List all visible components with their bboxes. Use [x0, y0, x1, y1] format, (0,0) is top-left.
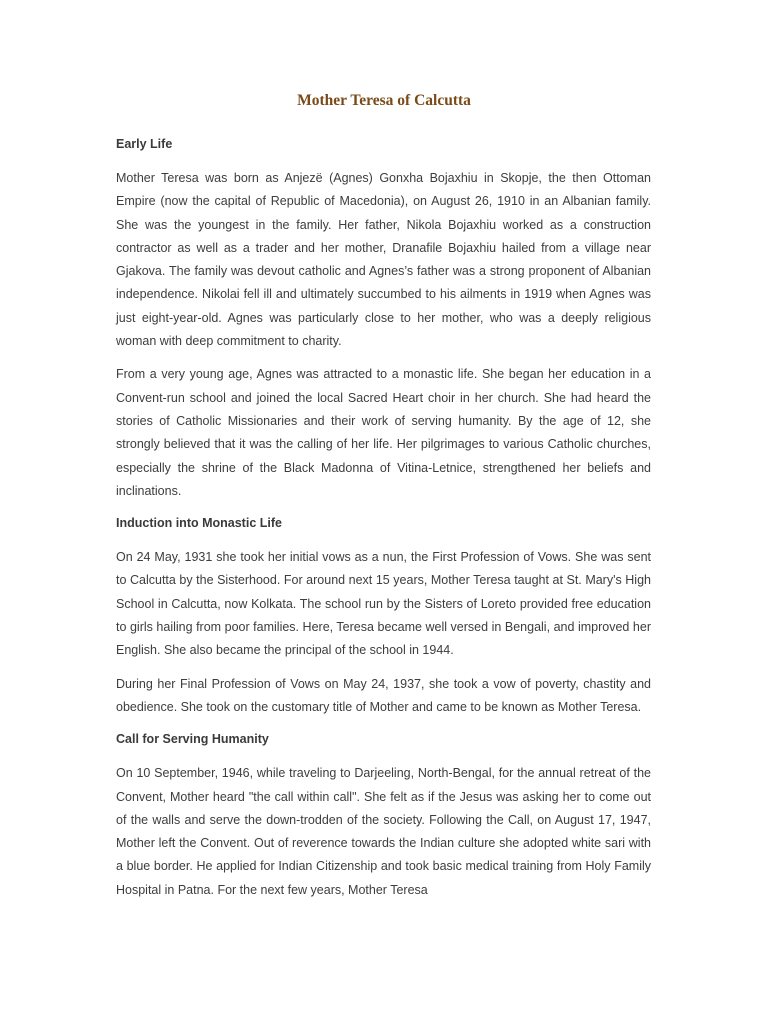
- section-early-life: [116, 134, 651, 503]
- section-heading: Early Life: [116, 137, 173, 151]
- paragraph: On 10 September, 1946, while traveling to Darjeeling, North-Bengal, for the annual retreat of the Convent, Mother heard "the call within call". She felt as if the Jesus was asking her to come out of the walls and serve the down-trodden of the society. Following the Call, on August 17, 1947, Mother left the Convent. Out of reverence towards the Indian culture she adopted white sari with a blue border. He applied for Indian Citizenship and took basic medical training from Holy Family Hospital in Patna. For the next few years, Mother Teresa: [116, 766, 651, 897]
- paragraph: On 24 May, 1931 she took her initial vows as a nun, the First Profession of Vows. She was sent to Calcutta by the Sisterhood. For around next 15 years, Mother Teresa taught at St. Mary's High School in Calcutta, now Kolkata. The school run by the Sisters of Loreto provided free education to girls hailing from poor families. Here, Teresa became well versed in Bengali, and improved her English. She also became the principal of the school in 1944.: [116, 550, 651, 658]
- section-induction-into-monastic-life: [116, 513, 651, 719]
- section-heading: Call for Serving Humanity: [116, 732, 269, 747]
- paragraph: Mother Teresa was born as Anjezë (Agnes) Gonxha Bojaxhiu in Skopje, the then Ottoman Empire (now the capital of Republic of Macedonia), on August 26, 1910 in an Albanian family. She was the youngest in the family. Her father, Nikola Bojaxhiu worked as a construction contractor as well as a trader and her mother, Dranafile Bojaxhiu hailed from a village near Gjakova. The family was devout catholic and Agnes’s father was a strong proponent of Albanian independence. Nikolai fell ill and ultimately succumbed to his ailments in 1919 when Agnes was just eight-year-old. Agnes was particularly close to her mother, who was a deeply religious woman with deep commitment to charity.: [116, 171, 651, 349]
- section-heading: Induction into Monastic Life: [116, 516, 282, 531]
- document-body: [116, 134, 651, 912]
- paragraph: From a very young age, Agnes was attracted to a monastic life. She began her education in a Convent-run school and joined the local Sacred Heart choir in her church. She had heard the stories of Catholic Missionaries and their work of serving humanity. By the age of 12, she strongly believed that it was the calling of her life. Her pilgrimages to various Catholic churches, especially the shrine of the Black Madonna of Vitina-Letnice, strengthened her beliefs and inclinations.: [116, 367, 651, 498]
- document-title: Mother Teresa of Calcutta: [297, 92, 471, 109]
- paragraph: During her Final Profession of Vows on May 24, 1937, she took a vow of poverty, chastity and obedience. She took on the customary title of Mother and came to be known as Mother Teresa.: [116, 676, 651, 714]
- section-call-for-serving-humanity: [116, 729, 651, 902]
